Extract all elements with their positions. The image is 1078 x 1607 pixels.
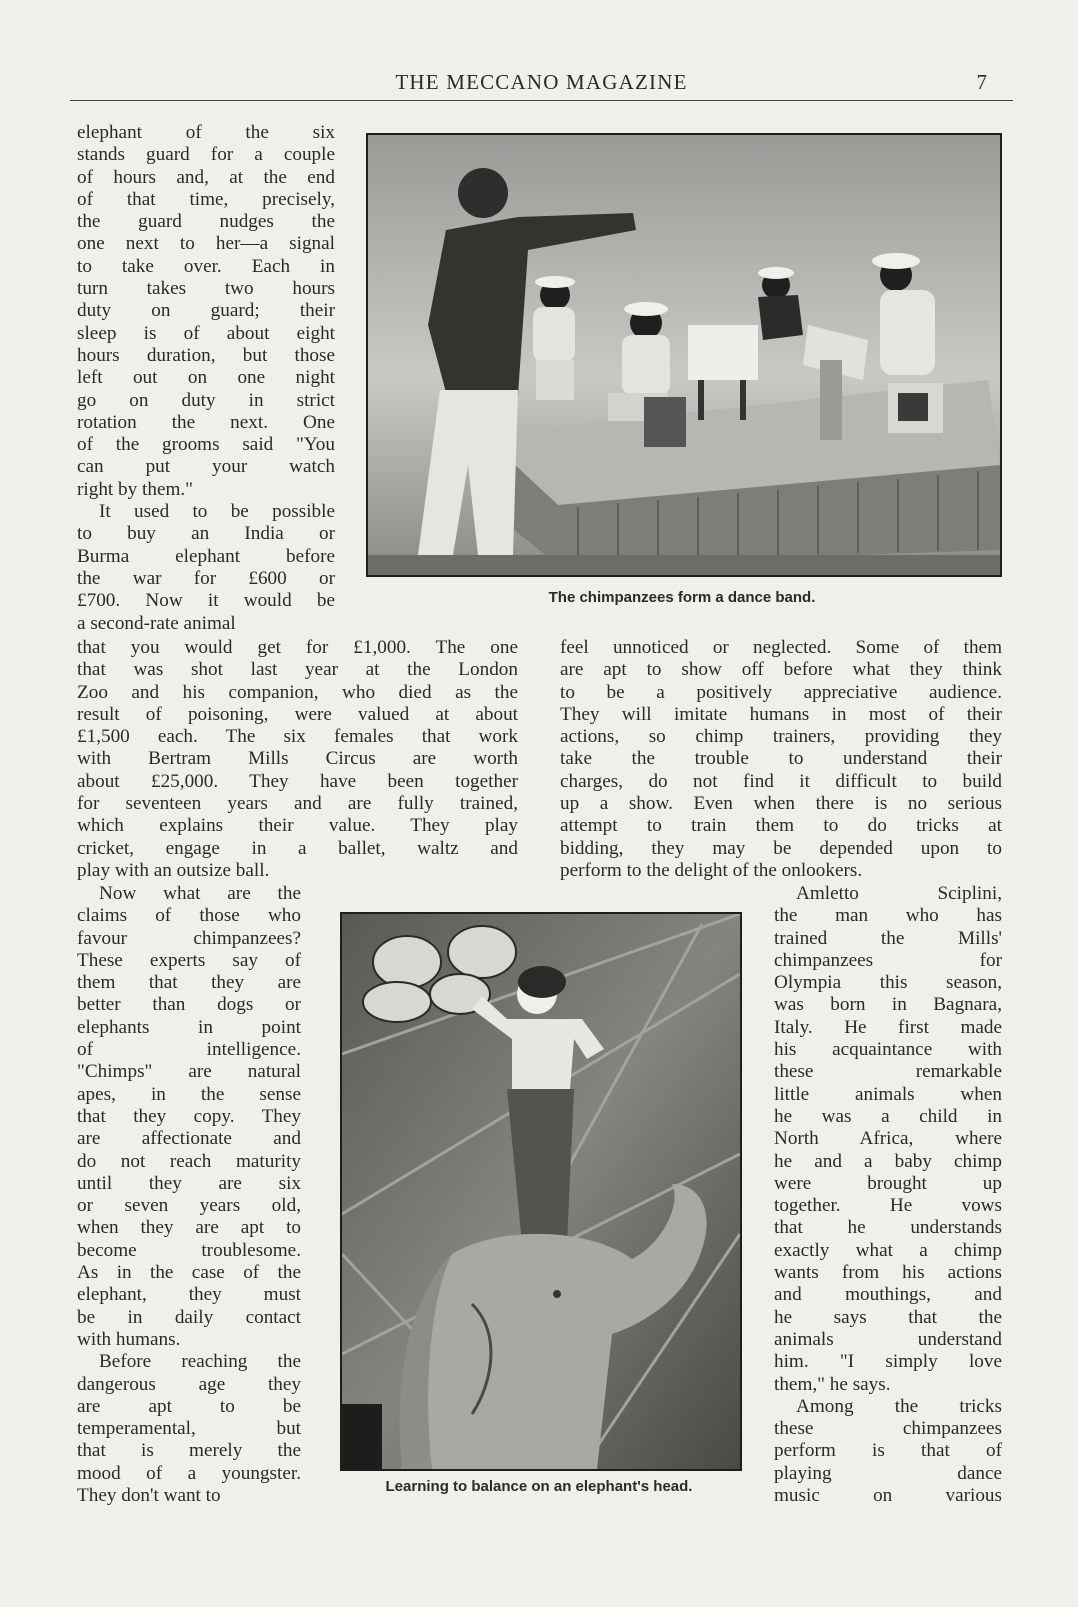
text-line: Before reaching the bbox=[99, 1351, 301, 1373]
text-line: that he understands bbox=[774, 1217, 1002, 1239]
text-block-right-mid bbox=[560, 637, 1002, 882]
text-line: of hours and, at the end bbox=[77, 166, 335, 188]
text-line: £700. Now it would be bbox=[77, 590, 335, 612]
text-line: or seven years old, bbox=[77, 1195, 301, 1217]
photo-elephant-balance bbox=[340, 912, 742, 1471]
text-line: elephant of the six bbox=[77, 122, 335, 143]
text-line: these remarkable bbox=[774, 1061, 1002, 1083]
text-block-right-bottom bbox=[774, 883, 1002, 1507]
text-line: They will imitate humans in most of their bbox=[560, 703, 1002, 725]
text-line: until they are six bbox=[77, 1172, 301, 1194]
text-line: can put your watch bbox=[77, 456, 335, 478]
text-line: be in daily contact bbox=[77, 1306, 301, 1328]
magazine-title: THE MECCANO MAGAZINE bbox=[395, 70, 688, 94]
text-line: to be a positively appreciative audience. bbox=[560, 681, 1002, 703]
text-line: Now what are the bbox=[99, 883, 301, 904]
text-line: attempt to train them to do tricks at bbox=[560, 815, 1002, 837]
text-line: Burma elephant before bbox=[77, 545, 335, 567]
text-line: these chimpanzees bbox=[774, 1418, 1002, 1440]
text-line: take the trouble to understand their bbox=[560, 748, 1002, 770]
text-line: duty on guard; their bbox=[77, 300, 335, 322]
text-line: feel unnoticed or neglected. Some of them bbox=[560, 637, 1002, 658]
text-line: wants from his actions bbox=[774, 1262, 1002, 1284]
text-line: dangerous age they bbox=[77, 1373, 301, 1395]
text-line: that is merely the bbox=[77, 1440, 301, 1462]
text-line: the guard nudges the bbox=[77, 211, 335, 233]
text-line: mood of a youngster. bbox=[77, 1462, 301, 1484]
text-line: were brought up bbox=[774, 1172, 1002, 1194]
text-line: result of poisoning, were valued at about bbox=[77, 703, 518, 725]
text-line: Olympia this season, bbox=[774, 972, 1002, 994]
text-line: They don't want to bbox=[77, 1485, 221, 1507]
text-line: music on various bbox=[774, 1485, 1002, 1507]
text-line: sleep is of about eight bbox=[77, 322, 335, 344]
text-line: that they copy. They bbox=[77, 1105, 301, 1127]
page-number: 7 bbox=[976, 70, 987, 94]
text-line: cricket, engage in a ballet, waltz and bbox=[77, 837, 518, 859]
text-line: a second-rate animal bbox=[77, 612, 236, 634]
text-line: which explains their value. They play bbox=[77, 815, 518, 837]
text-line: right by them." bbox=[77, 478, 194, 500]
text-line: apes, in the sense bbox=[77, 1083, 301, 1105]
text-line: and mouthings, and bbox=[774, 1284, 1002, 1306]
text-line: he says that the bbox=[774, 1306, 1002, 1328]
text-line: become troublesome. bbox=[77, 1239, 301, 1261]
text-line: actions, so chimp trainers, providing they bbox=[560, 726, 1002, 748]
text-line: them," he says. bbox=[774, 1373, 891, 1395]
text-line: play with an outsize ball. bbox=[77, 859, 270, 881]
text-line: £1,500 each. The six females that work bbox=[77, 726, 518, 748]
text-line: he and a baby chimp bbox=[774, 1150, 1002, 1172]
photo-chimpanzee-band bbox=[366, 133, 1002, 577]
text-line: It used to be possible bbox=[99, 501, 335, 523]
text-block-left-mid bbox=[77, 637, 518, 882]
text-line: left out on one night bbox=[77, 367, 335, 389]
text-line: to buy an India or bbox=[77, 523, 335, 545]
text-line: for seventeen years and are fully trained, bbox=[77, 793, 518, 815]
text-line: of the grooms said "You bbox=[77, 434, 335, 456]
text-line: do not reach maturity bbox=[77, 1150, 301, 1172]
text-line: the war for £600 or bbox=[77, 567, 335, 589]
text-line: him. "I simply love bbox=[774, 1351, 1002, 1373]
text-line: he was a child in bbox=[774, 1105, 1002, 1127]
text-line: together. He vows bbox=[774, 1195, 1002, 1217]
text-line: Zoo and his companion, who died as the bbox=[77, 681, 518, 703]
text-line: little animals when bbox=[774, 1083, 1002, 1105]
text-line: with humans. bbox=[77, 1328, 181, 1350]
text-line: turn takes two hours bbox=[77, 278, 335, 300]
text-line: These experts say of bbox=[77, 949, 301, 971]
caption-chimpanzee-band: The chimpanzees form a dance band. bbox=[548, 589, 816, 606]
text-line: up a show. Even when there is no serious bbox=[560, 793, 1002, 815]
text-line: to take over. Each in bbox=[77, 255, 335, 277]
text-line: chimpanzees for bbox=[774, 949, 1002, 971]
text-line: Italy. He first made bbox=[774, 1016, 1002, 1038]
text-line: hours duration, but those bbox=[77, 344, 335, 366]
text-line: when they are apt to bbox=[77, 1217, 301, 1239]
text-line: "Chimps" are natural bbox=[77, 1061, 301, 1083]
caption-elephant-balance: Learning to balance on an elephant's head. bbox=[385, 1478, 693, 1495]
running-header bbox=[70, 66, 1013, 101]
text-line: perform to the delight of the onlookers. bbox=[560, 859, 863, 881]
text-line: one next to her—a signal bbox=[77, 233, 335, 255]
text-line: of intelligence. bbox=[77, 1039, 301, 1061]
text-line: Among the tricks bbox=[796, 1395, 1002, 1417]
text-block-left-bottom bbox=[77, 883, 301, 1507]
text-line: the man who has bbox=[774, 905, 1002, 927]
text-line: are apt to show off before what they think bbox=[560, 659, 1002, 681]
text-line: North Africa, where bbox=[774, 1128, 1002, 1150]
text-line: bidding, they may be depended upon to bbox=[560, 837, 1002, 859]
text-line: animals understand bbox=[774, 1328, 1002, 1350]
text-line: of that time, precisely, bbox=[77, 188, 335, 210]
text-line: was born in Bagnara, bbox=[774, 994, 1002, 1016]
text-line: with Bertram Mills Circus are worth bbox=[77, 748, 518, 770]
text-line: rotation the next. One bbox=[77, 411, 335, 433]
text-line: trained the Mills' bbox=[774, 927, 1002, 949]
text-line: are apt to be bbox=[77, 1395, 301, 1417]
text-line: elephants in point bbox=[77, 1016, 301, 1038]
text-line: better than dogs or bbox=[77, 994, 301, 1016]
text-line: that you would get for £1,000. The one bbox=[77, 637, 518, 658]
text-line: about £25,000. They have been together bbox=[77, 770, 518, 792]
text-line: charges, do not find it difficult to build bbox=[560, 770, 1002, 792]
text-line: As in the case of the bbox=[77, 1262, 301, 1284]
text-block-left-top bbox=[77, 122, 335, 635]
text-line: them that they are bbox=[77, 972, 301, 994]
text-line: favour chimpanzees? bbox=[77, 927, 301, 949]
text-line: go on duty in strict bbox=[77, 389, 335, 411]
text-line: temperamental, but bbox=[77, 1418, 301, 1440]
text-line: that was shot last year at the London bbox=[77, 659, 518, 681]
text-line: stands guard for a couple bbox=[77, 144, 335, 166]
text-line: exactly what a chimp bbox=[774, 1239, 1002, 1261]
text-line: are affectionate and bbox=[77, 1128, 301, 1150]
text-line: playing dance bbox=[774, 1462, 1002, 1484]
text-line: his acquaintance with bbox=[774, 1039, 1002, 1061]
text-line: Amletto Sciplini, bbox=[796, 883, 1002, 904]
text-line: claims of those who bbox=[77, 905, 301, 927]
text-line: elephant, they must bbox=[77, 1284, 301, 1306]
text-line: perform is that of bbox=[774, 1440, 1002, 1462]
